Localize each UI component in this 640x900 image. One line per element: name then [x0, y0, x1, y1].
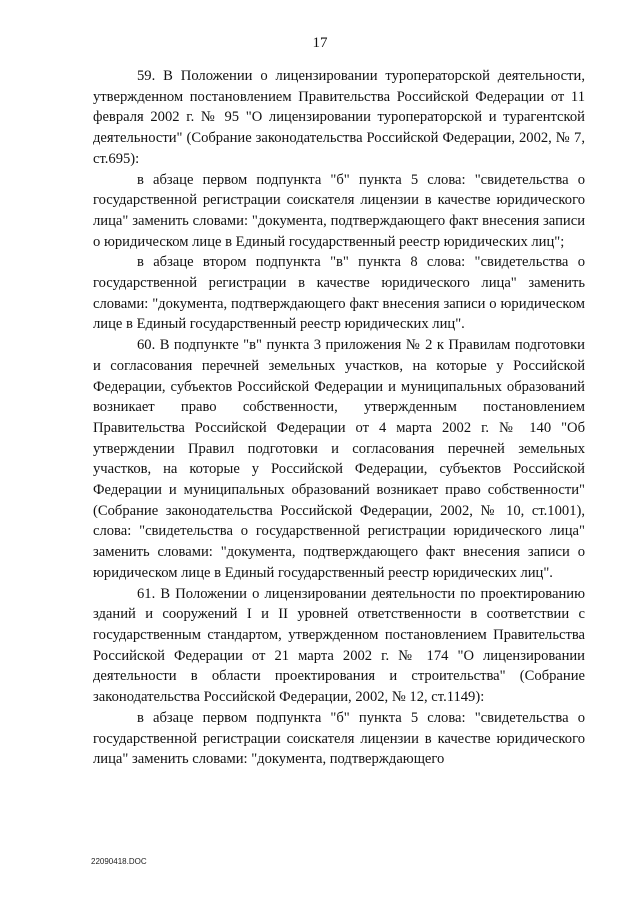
document-file-code: 22090418.DOC	[91, 857, 147, 866]
paragraph-59: 59. В Положении о лицензировании туроператорской деятельности, утвержденном постановлением Правительства Российской Федерации от 11 февраля 2002 г. № 95 "О лицензировании туроператорской и турагентской деятельности" (Собрание законодательства Российской Федерации, 2002, № 7, ст.695):	[93, 68, 585, 167]
paragraph-60: 60. В подпункте "в" пункта 3 приложения № 2 к Правилам подготовки и согласования перечней земельных участков, на которые у Российской Федерации, субъектов Российской Федерации и муниципальных образований возникает право собственности, утвержденным постановлением Правительства Российской Федерации от 4 марта 2002 г. № 140 "Об утверждении Правил подготовки и согласования перечней земельных участков, на которые у Российской Федерации, субъектов Российской Федерации и муниципальных образований возникает право собственности" (Собрание законодательства Российской Федерации, 2002, № 10, ст.1001), слова: "свидетельства о государственной регистрации юридического лица" заменить словами: "документа, подтверждающего факт внесения записи о юридическом лице в Единый государственный реестр юридических лиц".	[93, 337, 585, 581]
paragraph-61-item-b: в абзаце первом подпункта "б" пункта 5 слова: "свидетельства о государственной регистрации соискателя лицензии в качестве юридического лица" заменить словами: "документа, подтверждающего	[93, 709, 585, 768]
page-number: 17	[312, 35, 328, 51]
document-body	[93, 66, 585, 770]
paragraph-59-item-v: в абзаце втором подпункта "в" пункта 8 слова: "свидетельства о государственной регистрации в качестве юридического лица" заменить словами: "документа, подтверждающего факт внесения записи о юридическом лице в Единый государственный реестр юридических лиц".	[93, 254, 585, 333]
paragraph-61: 61. В Положении о лицензировании деятельности по проектированию зданий и сооружений I и II уровней ответственности в соответствии с государственным стандартом, утвержденном постановлением Правительства Российской Федерации от 21 марта 2002 г. № 174 "О лицензировании деятельности в области проектирования и строительства" (Собрание законодательства Российской Федерации, 2002, № 12, ст.1149):	[93, 585, 585, 706]
paragraph-59-item-b: в абзаце первом подпункта "б" пункта 5 слова: "свидетельства о государственной регистрации соискателя лицензии в качестве юридического лица" заменить словами: "документа, подтверждающего факт внесения записи о юридическом лице в Единый государственный реестр юридических лиц";	[93, 171, 585, 250]
